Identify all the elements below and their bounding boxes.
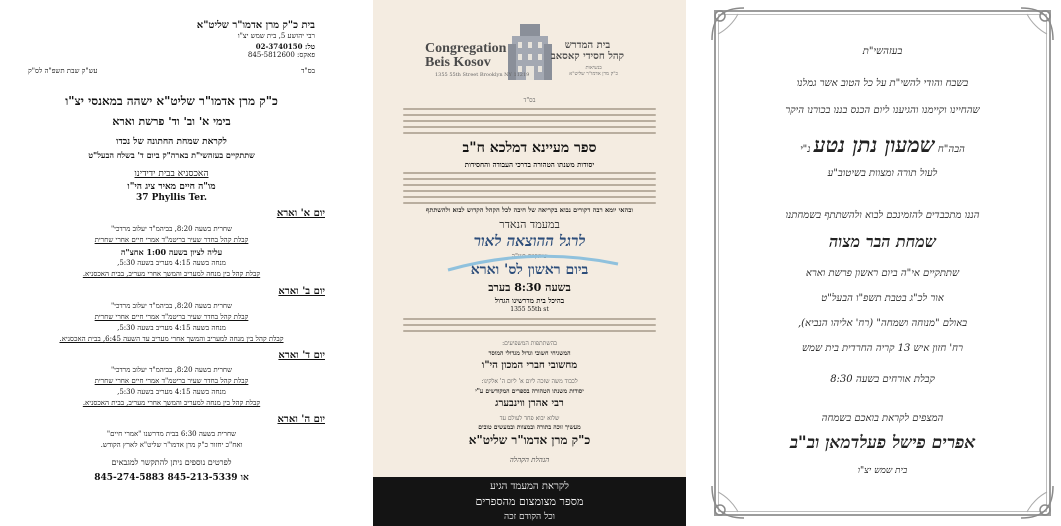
event-title: לרגל ההוצאה לאור <box>473 232 586 250</box>
corner-ornament-icon <box>1017 482 1057 522</box>
child-name-line <box>724 132 1041 158</box>
header-line2: רבי יהושע 5, בית שמש יצ"ו <box>237 32 315 40</box>
schedule-line: שחרית בשעה 8:20, בביהמ"ד יעלוב מרדכי" <box>110 225 233 233</box>
header-line1: בית כ"ק מרן אדמו"ר שליט"א <box>196 20 315 31</box>
bottom-line1: לקראת המעמד הגיע <box>490 481 569 492</box>
title-days: בימי א' וב' וד' פרשת וארא <box>112 115 231 128</box>
schedule-line: שחרית בשעה 6:30 בבית מדרשנו "אמרי חיים" <box>106 430 237 438</box>
schedule-line: ואח"כ יחזור כ"ק מרן אדמו"ר שליט"א לארץ הקודש. <box>100 441 243 449</box>
opening-line1: בשבח והודי להשי"ת על כל הטוב אשר גמלנו <box>796 78 969 89</box>
schedule-line: שחרית בשעה 8:20, בביהמ"ד יעלוב מרדכי" <box>110 366 233 374</box>
logo-en-line1: Congregation <box>425 41 507 56</box>
header-fax: פאקס: 845-5812600 <box>247 51 315 59</box>
schedule-line: מנחה בשעה 4:15 מעריב בשעה 5:30, <box>117 324 226 332</box>
schedule-line: עליה לציון בשעה 1:00 אחצ"ה <box>120 247 223 257</box>
logo-he-line3: בנשיאות <box>585 65 602 71</box>
event-place: בהיכל בית מדרשינו הגדול <box>494 296 565 305</box>
name-suffix: נ"י <box>800 144 811 155</box>
event-label: במעמד הנאדר <box>499 218 560 231</box>
mitzvot-line: לעול תורה ומצוות בשיטוב"ע <box>827 168 938 179</box>
venue-line: באולם "מנוחה ושמחה" (רח' אליהו הנביא), <box>797 318 968 329</box>
invite-line: הננו מתכבדים להזמינכם לבוא ולהשתתף בשמחתנו <box>785 210 980 221</box>
logo-address: 1355 55th Street Brooklyn NY 11219 <box>435 72 530 78</box>
logo-hebrew-sub <box>569 65 618 77</box>
book-subtitle: יסודות משנתו הטהורה בדרכי העבודה והחסידות <box>464 160 595 169</box>
footer-phones: 845-274-5883 או 845-213-5339 <box>94 473 249 483</box>
schedule-line: קבלת קהל בין מנחה למעריב והמשך אחרי מעריב, בבית האכסניא. <box>82 399 261 407</box>
details-text-block <box>403 318 656 336</box>
event-name: שמחת הבר מצוה <box>828 232 937 251</box>
bottom-banner <box>373 477 686 526</box>
honor-label: שלוא יבוא פחד לעולם עד <box>499 415 560 422</box>
title-main: כ"ק מרן אדמו"ר שליט"א ישהה במאנסי יצ"ו <box>65 94 278 108</box>
honor-name: מחשובי חברי המכון הי"ו <box>481 360 578 371</box>
title-occasion: לקראת שמחת החתונה של נכדו <box>116 137 227 147</box>
logo-english <box>425 42 506 70</box>
bsd-mark: בס"ד <box>523 97 536 104</box>
corner-ornament-icon <box>708 482 748 522</box>
call-to-attend: ובהאי יומא רבה דקורים נבוא בקריאה של חיבה לכל הקהל הקדוש לבוא ולהשתתף <box>425 206 634 214</box>
intro-text-block <box>403 108 656 138</box>
honor-label: מעשיך זוכה בתורה ובמצוות ובמעשים טובים <box>478 424 581 431</box>
day-heading: יום ד' וארא <box>278 350 325 361</box>
schedule-line: קבלת קהל בחדר שעיר בריטמ"ד אמרי חיים אחרי שחרית <box>94 236 249 244</box>
schedule-line: קבלת קהל בין מנחה למעריב והמשך אחרי מעריב עד השעה 6:45, בבית האכסניא. <box>59 335 284 343</box>
description-text-block <box>403 172 656 208</box>
logo-he-line4: כ"ק מרן אדמו"ר שליט"א <box>569 71 618 77</box>
invitation-panel-schedule <box>0 0 343 526</box>
invitation-panel-book-launch <box>373 0 686 526</box>
logo-he-line1: בית המדרש <box>564 40 611 51</box>
bottom-line3: וכל הקודם זכה <box>504 512 555 522</box>
honor-label: יסודות משנתו הטהורה בספרים המקודשים ע"י <box>475 388 584 395</box>
event-address: 1355 55th st <box>510 306 549 313</box>
event-pre: שיתקיים בעז"ה <box>511 253 548 260</box>
address-line: רח' חזון איש 13 קריה החרדית בית שמש <box>801 343 964 354</box>
host-label: האכסניא בבית ידידינו <box>134 169 209 179</box>
host-city: בית שמש יצ"ו <box>857 466 908 476</box>
child-name: שמעון נתן נטע <box>813 132 935 157</box>
day-heading: יום א' וארא <box>276 208 325 219</box>
day-heading: יום ב' וארא <box>278 286 325 297</box>
honor-label: לכבוד משה שזכה ליום א' ליום ה' אלקינו: <box>481 378 578 385</box>
day-heading: יום ה' וארא <box>277 414 325 425</box>
opening-line2: שהחיינו וקיימנו והגיענו ליום הכנס בננו בכורנו היקר <box>785 105 980 116</box>
logo-hebrew <box>551 40 624 62</box>
schedule-line: קבלת קהל בחדר שעיר בריטמ"ד אמרי חיים אחרי שחרית <box>94 313 249 321</box>
signature: הנהלת הקהלה <box>509 456 550 464</box>
reception-time: קבלת אורחים בשעה 8:30 <box>830 374 935 385</box>
schedule-line: מנחה בשעה 4:15 מעריב בשעה 5:30, <box>117 388 226 396</box>
footer-info: לפרטים נוספים ניתן להתקשר למגבאים <box>111 458 232 467</box>
invitation-panel-bar-mitzvah <box>704 0 1061 526</box>
date-line: שתתקיים אי"ה ביום ראשון פרשת וארא <box>805 268 960 279</box>
honor-label: בהשתתפות המשפיעים: <box>502 340 557 347</box>
bsd-mark: בעזהשי"ת <box>862 46 903 57</box>
host-name: מו"ה חיים מאיר ציג הי"ו <box>127 182 216 192</box>
host-address: 37 Phyllis Ter. <box>135 193 208 203</box>
schedule-line: שחרית בשעה 8:20, בביהמ"ד יעלוב מרדכי" <box>110 302 233 310</box>
schedule-line: קבלת קהל בחדר שעיר בריטמ"ד אמרי חיים אחרי שחרית <box>94 377 249 385</box>
bsd-mark: בס"ד <box>301 67 315 75</box>
corner-ornament-icon <box>1017 4 1057 44</box>
hebrew-date-line: אור לכ"ג בטבת תשפ"ו הבעל"ט <box>821 293 944 304</box>
event-time: בשעה 8:30 בערב <box>488 281 571 294</box>
corner-ornament-icon <box>708 4 748 44</box>
title-date: שתתקיים בעזהשי"ת בארה"ק ביום ד' בשלח הבעל"ט <box>88 150 255 160</box>
book-title: ספר מעיינא דמלכא ח"ב <box>462 140 597 156</box>
schedule-line: מנחה בשעה 4:15 מעריב בשעה 5:30, <box>117 259 226 267</box>
honor-name: כ"ק מרן אדמו"ר שליט"א <box>468 433 591 447</box>
date-line: עש"ק שבת תשפ"ה לס"ק <box>28 67 98 75</box>
honor-label: המשגיחי חשובי וגדול מגדולי המוסר <box>488 350 571 357</box>
logo-he-line2: קהל חסידי קאסאב <box>550 51 624 62</box>
honor-name: רבי אהרן ווינבערג <box>495 398 564 409</box>
hosts-intro: המצפים לקראת בואכם בשמחה <box>821 413 944 424</box>
bottom-line2: מספר מצומצום מהספרים <box>475 495 584 508</box>
honor-prefix: הבה"ח <box>937 144 965 155</box>
header-phone: טל: 02-3740150 <box>255 42 315 51</box>
host-name: אפרים פישל פעלדמאן וב"ב <box>789 433 976 453</box>
logo-en-line2: Beis Kosov <box>425 55 491 70</box>
event-day: ביום ראשון לס' וארא <box>470 262 589 278</box>
schedule-line: קבלת קהל בין מנחה למעריב והמשך אחרי מעריב, בבית האכסניא. <box>82 270 261 278</box>
